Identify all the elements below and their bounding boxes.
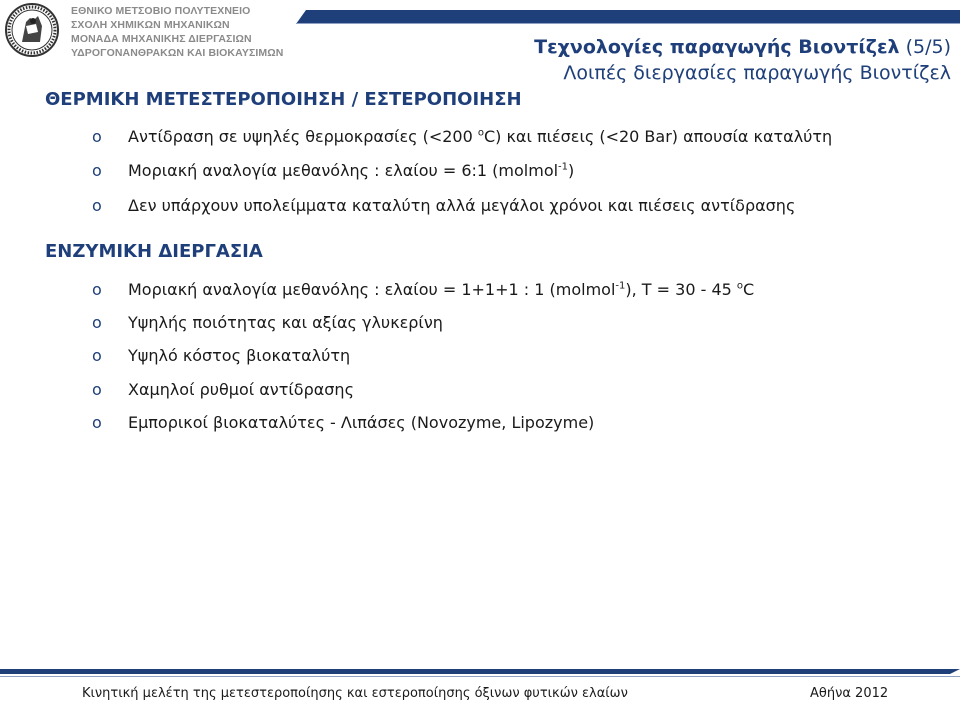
slide-subtitle: Λοιπές διεργασίες παραγωγής Βιοντίζελ xyxy=(563,62,951,84)
institution-line: ΥΔΡΟΓΟΝΑΝΘΡΑΚΩΝ ΚΑΙ ΒΙΟΚΑΥΣΙΜΩΝ xyxy=(71,47,284,59)
list-item-text: Υψηλής ποιότητας και αξίας γλυκερίνη xyxy=(128,313,443,332)
slide-page-number: (5/5) xyxy=(905,36,951,58)
institution-name xyxy=(71,4,283,60)
slide-title-text: Τεχνολογίες παραγωγής Βιοντίζελ xyxy=(534,36,900,58)
list-item-text: Μοριακή αναλογία μεθανόλης : ελαίου = 1+1+1 : 1 (molmol$^{-1}$), T = 30 - 45 $^o$C xyxy=(128,280,755,299)
bullet-marker: o xyxy=(92,380,102,399)
list-item-text: Χαμηλοί ρυθμοί αντίδρασης xyxy=(128,380,354,399)
bullet-marker: o xyxy=(92,346,102,365)
bullet-marker: o xyxy=(92,313,102,332)
bullet-marker: o xyxy=(92,413,102,432)
list-item-text: Δεν υπάρχουν υπολείμματα καταλύτη αλλά μεγάλοι χρόνοι και πιέσεις αντίδρασης xyxy=(128,196,796,215)
footer-bar xyxy=(0,669,960,679)
section-heading-enzymatic: ΕΝΖΥΜΙΚΗ ΔΙΕΡΓΑΣΙΑ xyxy=(45,241,263,262)
list-item-text: Υψηλό κόστος βιοκαταλύτη xyxy=(128,346,351,365)
bullet-marker: o xyxy=(92,196,102,215)
list-item-text: Εμπορικοί βιοκαταλύτες - Λιπάσες (Novozyme, Lipozyme) xyxy=(128,413,595,432)
bullet-marker: o xyxy=(92,280,102,299)
footer-date: Αθήνα 2012 xyxy=(810,686,889,701)
list-item-text: Αντίδραση σε υψηλές θερμοκρασίες (<200 $^o$C) και πιέσεις (<20 Bar) απουσία καταλύτη xyxy=(128,127,833,146)
bullet-marker: o xyxy=(92,161,102,180)
institution-line: ΣΧΟΛΗ ΧΗΜΙΚΩΝ ΜΗΧΑΝΙΚΩΝ xyxy=(71,19,230,31)
institution-line: ΕΘΝΙΚΟ ΜΕΤΣΟΒΙΟ ΠΟΛΥΤΕΧΝΕΙΟ xyxy=(71,5,251,17)
slide-title xyxy=(534,36,951,58)
bullet-marker: o xyxy=(92,127,102,146)
university-seal-icon xyxy=(4,2,60,58)
footer-title: Κινητική μελέτη της μετεστεροποίησης και εστεροποίησης όξινων φυτικών ελαίων xyxy=(82,686,628,701)
list-item-text: Μοριακή αναλογία μεθανόλης : ελαίου = 6:1 (molmol$^{-1}$) xyxy=(128,161,575,180)
header-bar xyxy=(296,10,960,24)
institution-line: ΜΟΝΑΔΑ ΜΗΧΑΝΙΚΗΣ ΔΙΕΡΓΑΣΙΩΝ xyxy=(71,33,252,45)
section-heading-thermal: ΘΕΡΜΙΚΗ ΜΕΤΕΣΤΕΡΟΠΟΙΗΣΗ / ΕΣΤΕΡΟΠΟΙΗΣΗ xyxy=(45,89,522,110)
